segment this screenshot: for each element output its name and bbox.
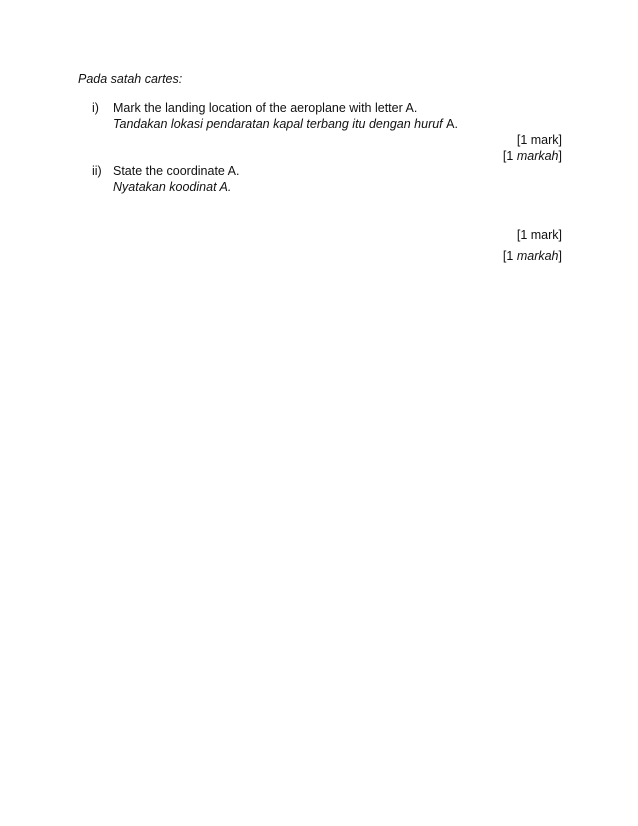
question-english: Mark the landing location of the aeroplane with letter A.	[113, 101, 418, 115]
question-malay	[113, 117, 458, 131]
mark-malay-open: [1	[502, 249, 514, 263]
question-malay: Nyatakan koodinat A.	[113, 180, 232, 194]
question-english: State the coordinate A.	[113, 164, 240, 178]
intro-text: Pada satah cartes:	[78, 72, 183, 86]
mark-malay-word: markah	[516, 149, 559, 163]
question-number: i)	[92, 101, 99, 115]
mark-english: [1 mark]	[516, 228, 562, 242]
mark-malay-open: [1	[502, 149, 514, 163]
question-number: ii)	[92, 164, 102, 178]
mark-malay-close: ]	[558, 149, 562, 163]
mark-malay-word: markah	[516, 249, 559, 263]
mark-english: [1 mark]	[516, 133, 562, 147]
mark-malay-close: ]	[558, 249, 562, 263]
question-malay-text: Tandakan lokasi pendaratan kapal terbang itu dengan huruf	[113, 117, 443, 131]
mark-malay	[503, 149, 562, 163]
mark-malay	[503, 249, 562, 263]
question-malay-suffix: A.	[446, 117, 458, 131]
